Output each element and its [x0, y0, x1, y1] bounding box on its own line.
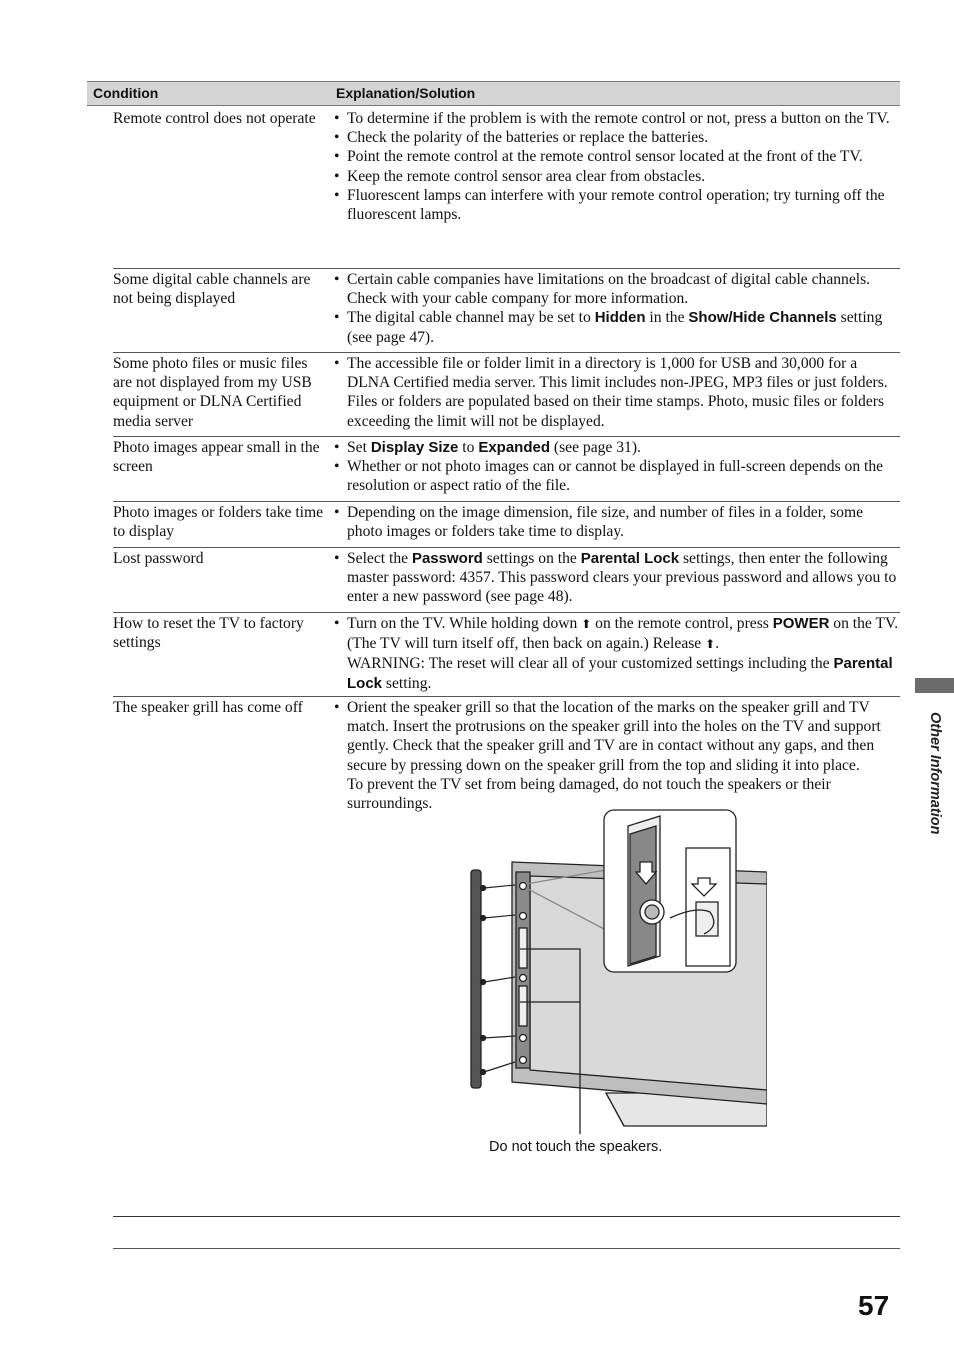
condition-cell: Photo images appear small in the screen — [113, 439, 320, 476]
text: settings, then enter the following master password: 4357. This password clears your previous password and allows you to enter a new password (see page 48). — [347, 550, 897, 606]
table-row — [113, 353, 900, 437]
condition-cell: Some photo files or music files are not displayed from my USB equipment or DLNA Certified media server — [113, 355, 312, 430]
text: Set — [347, 439, 371, 456]
text: setting. — [382, 674, 432, 692]
text: The digital cable channel may be set to — [347, 309, 595, 327]
section-label-text: Other Information — [927, 712, 943, 835]
bottom-rule — [113, 1216, 900, 1217]
menu-term-display-size: Display Size — [370, 439, 459, 456]
bullet: • Point the remote control at the remote control sensor located at the front of the TV. — [334, 147, 900, 166]
explanation-cell — [334, 269, 900, 353]
paragraph: To prevent the TV set from being damaged, do not touch the speakers or their surroundings. — [347, 775, 831, 813]
menu-term-parental-lock: Parental Lock — [347, 655, 893, 692]
bullet: • Orient the speaker grill so that the location of the marks on the speaker grill and TV match. Insert the protrusions on the speaker grill into the holes on the TV and support gently. Check that the speaker grill and TV are in contact without any gaps, and then secure by pressing down on the speaker grill from the top and sliding it into place. — [334, 698, 900, 775]
text: in the — [645, 309, 689, 327]
page-number: 57 — [858, 1290, 890, 1321]
explanation-cell — [334, 437, 900, 502]
bullet — [334, 614, 900, 693]
explanation-cell — [334, 502, 900, 547]
bullet: • Keep the remote control sensor area clear from obstacles. — [334, 167, 900, 186]
explanation-cell — [334, 697, 900, 819]
table-row — [113, 106, 900, 269]
figure-caption: Do not touch the speakers. — [489, 1139, 663, 1155]
explanation-cell — [334, 548, 900, 613]
header-condition: Condition — [93, 85, 159, 101]
menu-term-parental-lock: Parental Lock — [580, 550, 680, 567]
bullet: • Whether or not photo images can or cannot be displayed in full-screen depends on the resolution or aspect ratio of the file. — [334, 457, 900, 495]
table-row — [113, 613, 900, 697]
table-row — [113, 502, 900, 548]
menu-term-password: Password — [411, 550, 483, 567]
speaker-grill-illustration — [460, 806, 780, 1136]
explanation-cell — [334, 106, 900, 230]
up-arrow-icon: ⬆ — [705, 637, 716, 652]
bullet — [334, 308, 900, 346]
button-term-power: POWER — [772, 615, 830, 632]
menu-term-expanded: Expanded — [478, 439, 550, 456]
section-tab — [915, 678, 954, 693]
explanation-cell — [334, 613, 900, 699]
condition-cell: How to reset the TV to factory settings — [113, 615, 304, 652]
bullet — [334, 549, 900, 607]
bullet: • Fluorescent lamps can interfere with your remote control operation; try turning off the fluorescent lamps. — [334, 186, 900, 224]
text: on the remote control, press — [591, 615, 773, 632]
text: settings on the — [482, 550, 581, 567]
table-header — [87, 81, 900, 106]
text: setting (see page 47). — [347, 309, 883, 346]
text: to — [458, 439, 479, 456]
condition-cell: Remote control does not operate — [113, 110, 316, 127]
menu-term-hidden: Hidden — [594, 309, 646, 327]
text: Select the — [347, 550, 412, 567]
bullet: • Depending on the image dimension, file size, and number of files in a folder, some photo images or folders take time to display. — [334, 503, 900, 541]
condition-cell: Some digital cable channels are not being displayed — [113, 271, 311, 308]
text: on the TV. (The TV will turn itself off, then back on again.) Release — [347, 615, 899, 653]
section-label — [925, 712, 945, 862]
table-row — [113, 437, 900, 502]
table-row — [113, 269, 900, 353]
text: . — [715, 635, 720, 653]
bullet: • Certain cable companies have limitations on the broadcast of digital cable channels. Check with your cable company for more information. — [334, 270, 900, 308]
table-row — [113, 548, 900, 613]
bullet: • Check the polarity of the batteries or replace the batteries. — [334, 128, 900, 147]
bullet: • The accessible file or folder limit in a directory is 1,000 for USB and 30,000 for a DLNA Certified media server. This limit includes non-JPEG, MP3 files or just folders. Files or folders are populated based on their time stamps. Photo, music files or folders exceeding the limit will not be displayed. — [334, 354, 900, 431]
menu-term-show-hide-channels: Show/Hide Channels — [688, 309, 837, 327]
condition-cell: Lost password — [113, 550, 204, 567]
condition-cell: The speaker grill has come off — [113, 699, 303, 716]
up-arrow-icon: ⬆ — [581, 617, 592, 631]
bullet: • To determine if the problem is with the remote control or not, press a button on the TV. — [334, 109, 900, 128]
bullet — [334, 438, 900, 457]
explanation-cell — [334, 353, 900, 437]
text: (see page 31). — [550, 439, 641, 456]
header-explanation: Explanation/Solution — [336, 85, 476, 101]
warning-text: WARNING: The reset will clear all of your customized settings including the — [347, 655, 834, 673]
text: Turn on the TV. While holding down — [347, 615, 582, 632]
condition-cell: Photo images or folders take time to display — [113, 504, 324, 541]
